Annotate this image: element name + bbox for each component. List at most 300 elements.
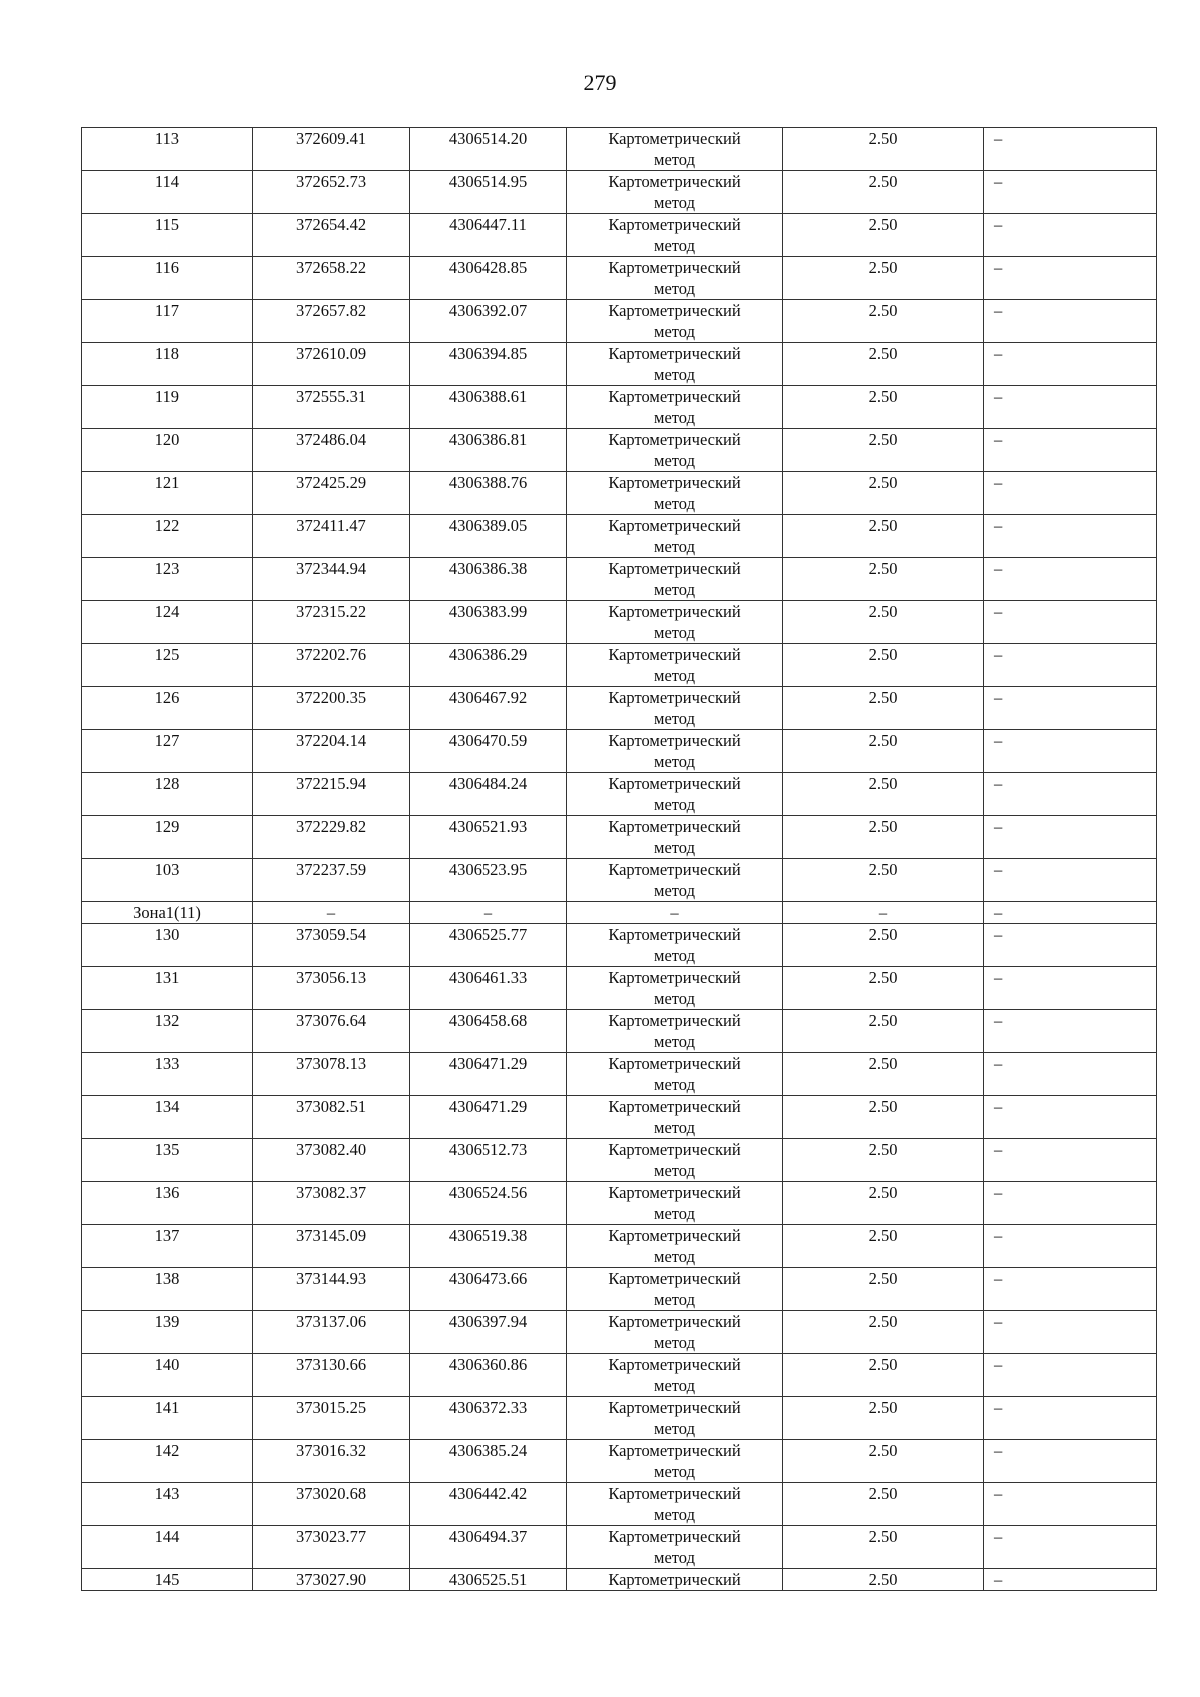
- point-number-cell: 141: [82, 1397, 253, 1440]
- method-cell: [567, 967, 783, 1010]
- accuracy-cell: 2.50: [783, 1182, 984, 1225]
- method-cell: [567, 1225, 783, 1268]
- method-text-line1: Картометрический: [608, 925, 741, 944]
- point-number-cell: 114: [82, 171, 253, 214]
- x-coordinate-cell: 373130.66: [253, 1354, 410, 1397]
- method-cell: [567, 1569, 783, 1591]
- accuracy-cell: 2.50: [783, 472, 984, 515]
- accuracy-cell: 2.50: [783, 1053, 984, 1096]
- y-coordinate-cell: 4306388.61: [410, 386, 567, 429]
- x-coordinate-cell: 373144.93: [253, 1268, 410, 1311]
- accuracy-cell: 2.50: [783, 1526, 984, 1569]
- point-number-cell: 144: [82, 1526, 253, 1569]
- y-coordinate-cell: 4306525.51: [410, 1569, 567, 1591]
- accuracy-cell: 2.50: [783, 601, 984, 644]
- method-cell: [567, 1397, 783, 1440]
- accuracy-cell: 2.50: [783, 386, 984, 429]
- method-text-line2: метод: [654, 1204, 695, 1223]
- note-cell: –: [984, 343, 1157, 386]
- x-coordinate-cell: 372657.82: [253, 300, 410, 343]
- table-row: [82, 1569, 1157, 1591]
- table-row: [82, 967, 1157, 1010]
- table-row: [82, 644, 1157, 687]
- method-text-line1: Картометрический: [608, 129, 741, 148]
- table-row: [82, 128, 1157, 171]
- method-text-line1: Картометрический: [608, 1011, 741, 1030]
- accuracy-cell: 2.50: [783, 1397, 984, 1440]
- table-row: [82, 1526, 1157, 1569]
- y-coordinate-cell: –: [410, 902, 567, 924]
- x-coordinate-cell: 373056.13: [253, 967, 410, 1010]
- method-cell: [567, 1526, 783, 1569]
- accuracy-cell: 2.50: [783, 128, 984, 171]
- method-text-line1: Картометрический: [608, 1441, 741, 1460]
- table-row: [82, 343, 1157, 386]
- x-coordinate-cell: 373082.37: [253, 1182, 410, 1225]
- note-cell: –: [984, 687, 1157, 730]
- accuracy-cell: 2.50: [783, 730, 984, 773]
- point-number-cell: 134: [82, 1096, 253, 1139]
- x-coordinate-cell: 373137.06: [253, 1311, 410, 1354]
- method-text-line2: метод: [654, 1462, 695, 1481]
- point-number-cell: 128: [82, 773, 253, 816]
- x-coordinate-cell: 372610.09: [253, 343, 410, 386]
- y-coordinate-cell: 4306372.33: [410, 1397, 567, 1440]
- method-text-line2: метод: [654, 1505, 695, 1524]
- x-coordinate-cell: 372609.41: [253, 128, 410, 171]
- note-cell: –: [984, 644, 1157, 687]
- note-cell: –: [984, 300, 1157, 343]
- x-coordinate-cell: 372652.73: [253, 171, 410, 214]
- accuracy-cell: 2.50: [783, 1268, 984, 1311]
- x-coordinate-cell: 373015.25: [253, 1397, 410, 1440]
- method-text-line1: Картометрический: [608, 1140, 741, 1159]
- x-coordinate-cell: 372200.35: [253, 687, 410, 730]
- method-text-line1: Картометрический: [608, 688, 741, 707]
- y-coordinate-cell: 4306383.99: [410, 601, 567, 644]
- method-text-line2: метод: [654, 150, 695, 169]
- x-coordinate-cell: 372555.31: [253, 386, 410, 429]
- accuracy-cell: 2.50: [783, 859, 984, 902]
- y-coordinate-cell: 4306386.29: [410, 644, 567, 687]
- table-row: [82, 1268, 1157, 1311]
- x-coordinate-cell: 372411.47: [253, 515, 410, 558]
- accuracy-cell: 2.50: [783, 558, 984, 601]
- method-text-line2: метод: [654, 623, 695, 642]
- point-number-cell: 119: [82, 386, 253, 429]
- method-cell: [567, 601, 783, 644]
- x-coordinate-cell: 372486.04: [253, 429, 410, 472]
- method-cell: [567, 386, 783, 429]
- table-row: [82, 515, 1157, 558]
- page-number: 279: [583, 70, 617, 95]
- x-coordinate-cell: –: [253, 902, 410, 924]
- table-row: [82, 1182, 1157, 1225]
- point-number-cell: 120: [82, 429, 253, 472]
- method-text-line1: Картометрический: [608, 602, 741, 621]
- y-coordinate-cell: 4306461.33: [410, 967, 567, 1010]
- method-cell: [567, 214, 783, 257]
- method-text-line2: метод: [654, 795, 695, 814]
- note-cell: –: [984, 1225, 1157, 1268]
- note-cell: –: [984, 429, 1157, 472]
- x-coordinate-cell: 372425.29: [253, 472, 410, 515]
- method-text-line2: метод: [654, 1419, 695, 1438]
- method-cell: [567, 257, 783, 300]
- method-text-line1: Картометрический: [608, 1355, 741, 1374]
- method-text-line1: Картометрический: [608, 731, 741, 750]
- table-row: [82, 429, 1157, 472]
- note-cell: –: [984, 1096, 1157, 1139]
- note-cell: –: [984, 1526, 1157, 1569]
- method-text-line1: Картометрический: [608, 344, 741, 363]
- table-row: [82, 1010, 1157, 1053]
- y-coordinate-cell: 4306428.85: [410, 257, 567, 300]
- x-coordinate-cell: 373020.68: [253, 1483, 410, 1526]
- note-cell: –: [984, 1440, 1157, 1483]
- note-cell: –: [984, 1483, 1157, 1526]
- note-cell: –: [984, 558, 1157, 601]
- note-cell: –: [984, 730, 1157, 773]
- y-coordinate-cell: 4306360.86: [410, 1354, 567, 1397]
- accuracy-cell: –: [783, 902, 984, 924]
- method-cell: [567, 1354, 783, 1397]
- table-row: [82, 1483, 1157, 1526]
- accuracy-cell: 2.50: [783, 429, 984, 472]
- note-cell: –: [984, 601, 1157, 644]
- zone-header-row: [82, 902, 1157, 924]
- note-cell: –: [984, 773, 1157, 816]
- point-number-cell: 135: [82, 1139, 253, 1182]
- y-coordinate-cell: 4306471.29: [410, 1096, 567, 1139]
- point-number-cell: 138: [82, 1268, 253, 1311]
- method-text-line2: метод: [654, 451, 695, 470]
- table-row: [82, 558, 1157, 601]
- note-cell: –: [984, 967, 1157, 1010]
- table-row: [82, 924, 1157, 967]
- method-text-line1: Картометрический: [608, 860, 741, 879]
- note-cell: –: [984, 515, 1157, 558]
- method-cell: [567, 859, 783, 902]
- method-cell: [567, 1139, 783, 1182]
- method-cell: [567, 1182, 783, 1225]
- table-row: [82, 1311, 1157, 1354]
- note-cell: –: [984, 214, 1157, 257]
- table-row: [82, 1139, 1157, 1182]
- note-cell: –: [984, 257, 1157, 300]
- x-coordinate-cell: 373145.09: [253, 1225, 410, 1268]
- accuracy-cell: 2.50: [783, 214, 984, 257]
- table-row: [82, 859, 1157, 902]
- method-text-line1: Картометрический: [608, 473, 741, 492]
- method-text-line2: метод: [654, 236, 695, 255]
- accuracy-cell: 2.50: [783, 644, 984, 687]
- point-number-cell: 143: [82, 1483, 253, 1526]
- note-cell: –: [984, 386, 1157, 429]
- x-coordinate-cell: 373023.77: [253, 1526, 410, 1569]
- method-text-line1: Картометрический: [608, 1226, 741, 1245]
- point-number-cell: 126: [82, 687, 253, 730]
- y-coordinate-cell: 4306397.94: [410, 1311, 567, 1354]
- table-row: [82, 687, 1157, 730]
- accuracy-cell: 2.50: [783, 515, 984, 558]
- method-text-line1: Картометрический: [608, 258, 741, 277]
- table-row: [82, 1096, 1157, 1139]
- note-cell: –: [984, 1182, 1157, 1225]
- method-text-line2: метод: [654, 666, 695, 685]
- x-coordinate-cell: 372344.94: [253, 558, 410, 601]
- accuracy-cell: 2.50: [783, 1225, 984, 1268]
- point-number-cell: 124: [82, 601, 253, 644]
- accuracy-cell: 2.50: [783, 924, 984, 967]
- method-text-line2: метод: [654, 989, 695, 1008]
- accuracy-cell: 2.50: [783, 1569, 984, 1591]
- point-number-cell: 103: [82, 859, 253, 902]
- y-coordinate-cell: 4306521.93: [410, 816, 567, 859]
- method-cell: [567, 171, 783, 214]
- method-cell: [567, 773, 783, 816]
- method-text-line1: Картометрический: [608, 516, 741, 535]
- point-number-cell: 145: [82, 1569, 253, 1591]
- accuracy-cell: 2.50: [783, 1483, 984, 1526]
- x-coordinate-cell: 372654.42: [253, 214, 410, 257]
- method-text-line2: метод: [654, 1333, 695, 1352]
- y-coordinate-cell: 4306494.37: [410, 1526, 567, 1569]
- accuracy-cell: 2.50: [783, 816, 984, 859]
- table-row: [82, 1354, 1157, 1397]
- method-cell: [567, 644, 783, 687]
- method-cell: [567, 1440, 783, 1483]
- point-number-cell: 127: [82, 730, 253, 773]
- table-row: [82, 214, 1157, 257]
- method-text-line1: Картометрический: [608, 172, 741, 191]
- table-row: [82, 730, 1157, 773]
- method-cell: [567, 1268, 783, 1311]
- y-coordinate-cell: 4306385.24: [410, 1440, 567, 1483]
- note-cell: –: [984, 1010, 1157, 1053]
- x-coordinate-cell: 372237.59: [253, 859, 410, 902]
- note-cell: –: [984, 1354, 1157, 1397]
- table-row: [82, 816, 1157, 859]
- table-row: [82, 257, 1157, 300]
- method-text-line1: Картометрический: [608, 215, 741, 234]
- coordinates-table: [81, 127, 1157, 1591]
- method-text-line2: метод: [654, 752, 695, 771]
- method-text-line2: метод: [654, 1247, 695, 1266]
- method-text-line1: Картометрический: [608, 1570, 741, 1589]
- point-number-cell: 131: [82, 967, 253, 1010]
- accuracy-cell: 2.50: [783, 1354, 984, 1397]
- y-coordinate-cell: 4306394.85: [410, 343, 567, 386]
- method-cell: [567, 472, 783, 515]
- point-number-cell: 137: [82, 1225, 253, 1268]
- x-coordinate-cell: 372658.22: [253, 257, 410, 300]
- method-text-line2: метод: [654, 580, 695, 599]
- y-coordinate-cell: 4306525.77: [410, 924, 567, 967]
- note-cell: –: [984, 1139, 1157, 1182]
- y-coordinate-cell: 4306473.66: [410, 1268, 567, 1311]
- y-coordinate-cell: 4306519.38: [410, 1225, 567, 1268]
- y-coordinate-cell: 4306389.05: [410, 515, 567, 558]
- accuracy-cell: 2.50: [783, 1010, 984, 1053]
- point-number-cell: 139: [82, 1311, 253, 1354]
- y-coordinate-cell: 4306470.59: [410, 730, 567, 773]
- method-text-line2: метод: [654, 279, 695, 298]
- point-number-cell: 140: [82, 1354, 253, 1397]
- method-text-line1: –: [670, 903, 679, 922]
- method-text-line1: Картометрический: [608, 301, 741, 320]
- accuracy-cell: 2.50: [783, 1096, 984, 1139]
- method-text-line2: метод: [654, 1161, 695, 1180]
- note-cell: –: [984, 128, 1157, 171]
- method-text-line2: метод: [654, 838, 695, 857]
- table-row: [82, 773, 1157, 816]
- table-row: [82, 1225, 1157, 1268]
- method-cell: [567, 816, 783, 859]
- point-number-cell: 117: [82, 300, 253, 343]
- method-cell: [567, 300, 783, 343]
- method-text-line1: Картометрический: [608, 1097, 741, 1116]
- y-coordinate-cell: 4306442.42: [410, 1483, 567, 1526]
- method-text-line1: Картометрический: [608, 774, 741, 793]
- table-row: [82, 171, 1157, 214]
- y-coordinate-cell: 4306392.07: [410, 300, 567, 343]
- method-cell: [567, 1053, 783, 1096]
- method-text-line2: метод: [654, 1376, 695, 1395]
- y-coordinate-cell: 4306512.73: [410, 1139, 567, 1182]
- table-row: [82, 1397, 1157, 1440]
- method-text-line1: Картометрический: [608, 1484, 741, 1503]
- method-text-line1: Картометрический: [608, 1054, 741, 1073]
- method-text-line2: метод: [654, 1118, 695, 1137]
- method-text-line2: метод: [654, 365, 695, 384]
- method-text-line1: Картометрический: [608, 1269, 741, 1288]
- point-number-cell: 130: [82, 924, 253, 967]
- method-text-line2: метод: [654, 709, 695, 728]
- x-coordinate-cell: 372204.14: [253, 730, 410, 773]
- note-cell: –: [984, 1569, 1157, 1591]
- y-coordinate-cell: 4306458.68: [410, 1010, 567, 1053]
- point-number-cell: 133: [82, 1053, 253, 1096]
- method-cell: [567, 515, 783, 558]
- y-coordinate-cell: 4306471.29: [410, 1053, 567, 1096]
- coordinates-table-body: [82, 128, 1157, 1591]
- note-cell: –: [984, 816, 1157, 859]
- y-coordinate-cell: 4306467.92: [410, 687, 567, 730]
- point-number-cell: 132: [82, 1010, 253, 1053]
- note-cell: –: [984, 859, 1157, 902]
- x-coordinate-cell: 373082.40: [253, 1139, 410, 1182]
- point-number-cell: 142: [82, 1440, 253, 1483]
- method-text-line2: метод: [654, 408, 695, 427]
- accuracy-cell: 2.50: [783, 343, 984, 386]
- point-number-cell: 129: [82, 816, 253, 859]
- table-row: [82, 601, 1157, 644]
- method-text-line1: Картометрический: [608, 817, 741, 836]
- y-coordinate-cell: 4306524.56: [410, 1182, 567, 1225]
- method-text-line1: Картометрический: [608, 387, 741, 406]
- method-cell: [567, 924, 783, 967]
- y-coordinate-cell: 4306514.20: [410, 128, 567, 171]
- method-text-line2: метод: [654, 946, 695, 965]
- accuracy-cell: 2.50: [783, 257, 984, 300]
- point-number-cell: 125: [82, 644, 253, 687]
- method-text-line2: метод: [654, 322, 695, 341]
- note-cell: –: [984, 472, 1157, 515]
- y-coordinate-cell: 4306386.81: [410, 429, 567, 472]
- method-text-line1: Картометрический: [608, 1183, 741, 1202]
- method-text-line2: метод: [654, 193, 695, 212]
- method-text-line2: метод: [654, 537, 695, 556]
- point-number-cell: 118: [82, 343, 253, 386]
- y-coordinate-cell: 4306523.95: [410, 859, 567, 902]
- point-number-cell: 123: [82, 558, 253, 601]
- note-cell: –: [984, 1397, 1157, 1440]
- method-text-line2: метод: [654, 1075, 695, 1094]
- method-cell: [567, 1096, 783, 1139]
- table-row: [82, 386, 1157, 429]
- note-cell: –: [984, 1268, 1157, 1311]
- method-text-line1: Картометрический: [608, 968, 741, 987]
- method-cell: [567, 1483, 783, 1526]
- table-row: [82, 1053, 1157, 1096]
- x-coordinate-cell: 373059.54: [253, 924, 410, 967]
- y-coordinate-cell: 4306388.76: [410, 472, 567, 515]
- method-cell: [567, 1010, 783, 1053]
- accuracy-cell: 2.50: [783, 967, 984, 1010]
- x-coordinate-cell: 373016.32: [253, 1440, 410, 1483]
- method-text-line2: метод: [654, 494, 695, 513]
- method-cell: [567, 687, 783, 730]
- y-coordinate-cell: 4306447.11: [410, 214, 567, 257]
- note-cell: –: [984, 1053, 1157, 1096]
- accuracy-cell: 2.50: [783, 300, 984, 343]
- method-cell: [567, 128, 783, 171]
- method-text-line1: Картометрический: [608, 1398, 741, 1417]
- note-cell: –: [984, 924, 1157, 967]
- point-number-cell: 121: [82, 472, 253, 515]
- x-coordinate-cell: 372202.76: [253, 644, 410, 687]
- note-cell: –: [984, 902, 1157, 924]
- x-coordinate-cell: 372229.82: [253, 816, 410, 859]
- method-text-line1: Картометрический: [608, 430, 741, 449]
- point-number-cell: Зона1(11): [82, 902, 253, 924]
- note-cell: –: [984, 171, 1157, 214]
- table-row: [82, 300, 1157, 343]
- accuracy-cell: 2.50: [783, 687, 984, 730]
- method-text-line1: Картометрический: [608, 645, 741, 664]
- point-number-cell: 113: [82, 128, 253, 171]
- accuracy-cell: 2.50: [783, 773, 984, 816]
- y-coordinate-cell: 4306514.95: [410, 171, 567, 214]
- y-coordinate-cell: 4306386.38: [410, 558, 567, 601]
- point-number-cell: 136: [82, 1182, 253, 1225]
- method-text-line1: Картометрический: [608, 1527, 741, 1546]
- method-cell: [567, 902, 783, 924]
- accuracy-cell: 2.50: [783, 1139, 984, 1182]
- method-cell: [567, 343, 783, 386]
- method-text-line1: Картометрический: [608, 559, 741, 578]
- x-coordinate-cell: 373076.64: [253, 1010, 410, 1053]
- point-number-cell: 115: [82, 214, 253, 257]
- method-cell: [567, 1311, 783, 1354]
- y-coordinate-cell: 4306484.24: [410, 773, 567, 816]
- method-cell: [567, 429, 783, 472]
- note-cell: –: [984, 1311, 1157, 1354]
- method-text-line1: Картометрический: [608, 1312, 741, 1331]
- accuracy-cell: 2.50: [783, 1311, 984, 1354]
- accuracy-cell: 2.50: [783, 171, 984, 214]
